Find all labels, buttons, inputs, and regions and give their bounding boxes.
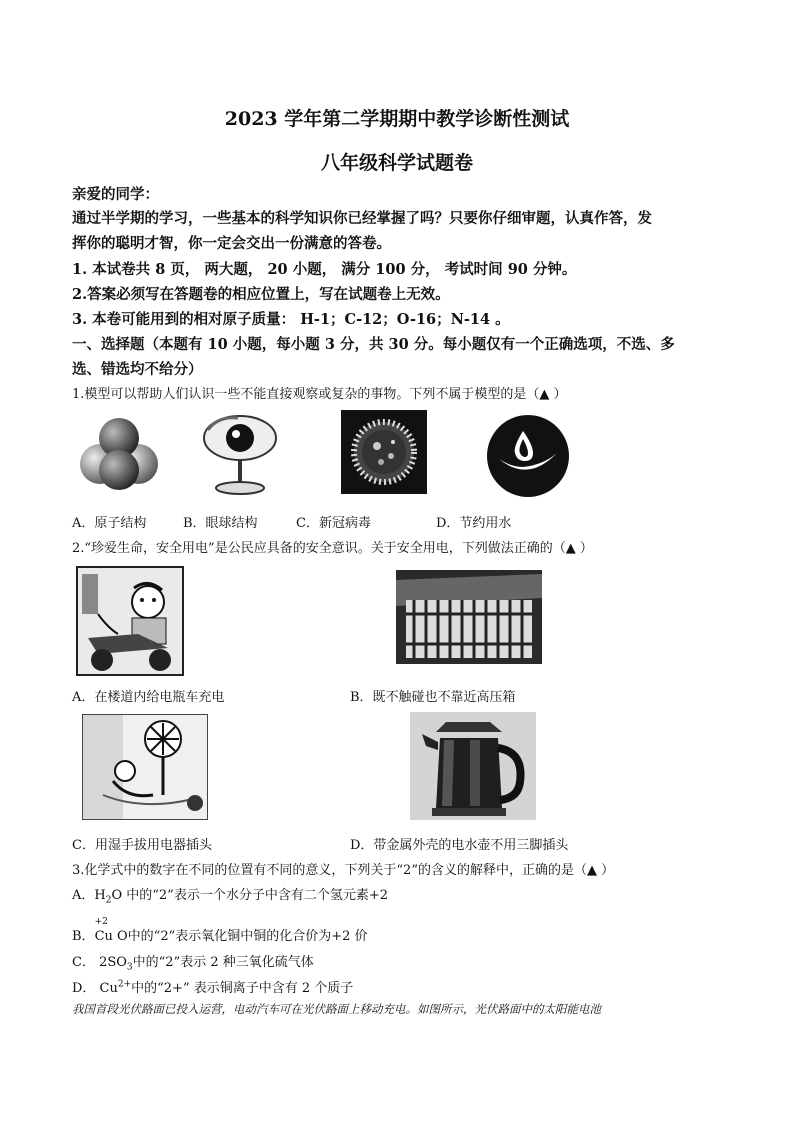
section-1-heading-cont: 选、错选均不给分） [72, 361, 203, 378]
q3-option-d [72, 977, 353, 996]
coronavirus-image [341, 410, 427, 494]
q2-option-a: A．在楼道内给电瓶车充电 [72, 690, 225, 705]
intro-line-2: 挥你的聪明才智，你一定会交出一份满意的答卷。 [72, 235, 391, 252]
exam-subtitle: 八年级科学试题卷 [320, 152, 473, 174]
q3-d-superscript: 2+ [117, 979, 132, 990]
q3-stem: 3.化学式中的数字在不同的位置有不同的意义，下列关于“2”的含义的解释中，正确的是（▲ ） [72, 863, 615, 878]
q2-option-d: D．带金属外壳的电水壶不用三脚插头 [350, 838, 569, 853]
q3-c-text: 中的“2”表示 2 种三氧化硫气体 [132, 955, 314, 970]
q3-b-valence-cu [94, 917, 113, 944]
q3-d-prefix: D． Cu [72, 981, 118, 996]
q3-b-valence: +2 [94, 917, 108, 927]
q3-a-text: O 中的“2”表示一个水分子中含有二个氢元素+2 [111, 888, 388, 903]
q1-stem: 1.模型可以帮助人们认识一些不能直接观察或复杂的事物。下列不属于模型的是（▲ ） [72, 387, 567, 402]
q3-b-prefix: B． [72, 929, 95, 944]
q3-d-text: 中的“2+” 表示铜离子中含有 2 个质子 [131, 981, 354, 996]
save-water-logo-image [483, 413, 573, 499]
greeting: 亲爱的同学： [72, 186, 159, 203]
q2-option-c: C．用湿手拔用电器插头 [72, 838, 212, 853]
high-voltage-box-image [396, 570, 542, 664]
q3-a-subscript: 2 [105, 895, 112, 906]
q2-option-b: B．既不触碰也不靠近高压箱 [350, 690, 516, 705]
note-1: 1. 本试卷共 8 页， 两大题， 20 小题， 满分 100 分， 考试时间 90 分钟。 [72, 261, 577, 278]
q1-option-b: B．眼球结构 [183, 516, 258, 531]
note-3: 3. 本卷可能用到的相对原子质量： H-1；C-12；O-16；N-14 。 [72, 311, 510, 328]
intro-line-1: 通过半学期的学习，一些基本的科学知识你已经掌握了吗？只要你仔细审题，认真作答，发 [72, 210, 652, 227]
q4-intro-text: 我国首段光伏路面已投入运营，电动汽车可在光伏路面上移动充电。如图所示，光伏路面中的太阳能电池 [72, 1002, 601, 1016]
q3-c-subscript: 3 [126, 962, 133, 973]
q1-option-d: D．节约用水 [436, 516, 512, 531]
wet-hand-plug-image [82, 714, 208, 820]
q3-option-c [72, 951, 314, 973]
q3-option-b [72, 917, 368, 944]
exam-title: 2023 学年第二学期期中教学诊断性测试 [224, 108, 570, 130]
q3-b-cu: Cu [94, 929, 113, 944]
q1-option-c: C．新冠病毒 [296, 516, 371, 531]
eyeball-model-image [198, 410, 280, 496]
atom-model-image [78, 414, 160, 494]
q1-option-a: A．原子结构 [72, 516, 147, 531]
section-1-heading: 一、选择题（本题有 10 小题，每小题 3 分，共 30 分。每小题仅有一个正确选项，不选、多 [72, 336, 675, 353]
note-2: 2.答案必须写在答题卷的相应位置上，写在试题卷上无效。 [72, 286, 450, 303]
q3-b-text: O中的“2”表示氧化铜中铜的化合价为+2 价 [112, 929, 368, 944]
q3-a-prefix: A．H [72, 888, 106, 903]
q2-stem: 2.“珍爱生命，安全用电”是公民应具备的安全意识。关于安全用电，下列做法正确的（▲ ） [72, 541, 593, 556]
ebike-charging-image [76, 566, 184, 676]
q3-option-a [72, 884, 388, 906]
q3-c-prefix: C． 2SO [72, 955, 127, 970]
electric-kettle-image [410, 712, 536, 820]
